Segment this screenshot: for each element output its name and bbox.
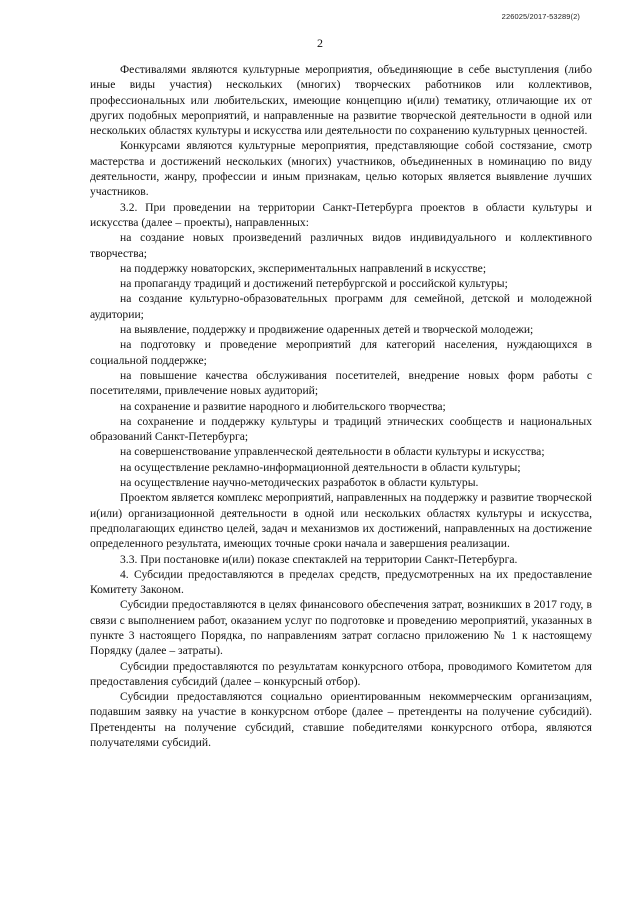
list-item: на поддержку новаторских, экспериментальных направлений в искусстве; — [120, 261, 487, 275]
list-item: на сохранение и поддержку культуры и традиций этнических сообществ и национальных образований Санкт-Петербурга; — [90, 414, 592, 444]
paragraph-4: 4. Субсидии предоставляются в пределах средств, предусмотренных на их предоставление Комитету Законом. — [90, 567, 592, 597]
paragraph-3-2: 3.2. При проведении на территории Санкт-Петербурга проектов в области культуры и искусства (далее – проекты), направленных: — [90, 200, 592, 229]
list-item: на повышение качества обслуживания посетителей, внедрение новых форм работы с посетителями, привлечение новых аудиторий; — [90, 368, 592, 398]
page-number: 2 — [317, 36, 323, 50]
paragraph-subsidy-purpose: Субсидии предоставляются в целях финансового обеспечения затрат, возникших в 2017 году, в связи с выполнением работ, оказанием услуг по подготовке и проведению мероприятий, указанных в пункте 3 настоящего Порядка, по направлениям затрат согласно приложению № 1 к настоящему Порядку (далее – затраты). — [90, 598, 592, 658]
paragraph-contests: Конкурсами являются культурные мероприятия, представляющие собой состязание, смотр мастерства и достижений нескольких (многих) участников, объединенных в номинацию по виду деятельности, жанру, профессии и иным признакам, целью которых является выявление лучших участников. — [90, 139, 592, 199]
list-item: на осуществление рекламно-информационной деятельности в области культуры; — [120, 460, 521, 474]
paragraph-festivals: Фестивалями являются культурные мероприятия, объединяющие в себе выступления (либо иные виды участия) нескольких (многих) творческих работников или коллективов, профессиональных или любительских, имеющие концепцию и(или) тематику, отличающие их от других подобных мероприятий, и направленные на развитие творческой деятельности в одной или нескольких областях культуры и искусства или деятельности по сохранению культурных ценностей. — [90, 63, 592, 138]
list-item: на выявление, поддержку и продвижение одаренных детей и творческой молодежи; — [120, 323, 534, 337]
list-item: на создание культурно-образовательных программ для семейной, детской и молодежной аудитории; — [90, 292, 592, 321]
paragraph-subsidy-selection: Субсидии предоставляются по результатам конкурсного отбора, проводимого Комитетом для предоставления субсидий (далее – конкурсный отбор). — [90, 659, 592, 688]
list-item: на осуществление научно-методических разработок в области культуры. — [120, 476, 479, 490]
document-body — [90, 62, 592, 750]
list-item: на подготовку и проведение мероприятий для категорий населения, нуждающихся в социальной поддержке; — [90, 338, 592, 367]
list-item: на совершенствование управленческой деятельности в области культуры и искусства; — [120, 445, 545, 459]
paragraph-project-definition: Проектом является комплекс мероприятий, направленных на поддержку и развитие творческой и(или) организационной деятельности в одной или нескольких областях культуры и искусства, предполагающих единство целей, задач и механизмов их достижений, направленных на достижение определенного результата, имеющих точные сроки начала и завершения реализации. — [90, 491, 592, 551]
paragraph-3-3: 3.3. При постановке и(или) показе спектаклей на территории Санкт-Петербурга. — [120, 552, 518, 566]
list-item: на пропаганду традиций и достижений петербургской и российской культуры; — [120, 277, 508, 291]
list-item: на создание новых произведений различных видов индивидуального и коллективного творчества; — [90, 231, 592, 260]
list-item: на сохранение и развитие народного и любительского творчества; — [120, 399, 446, 413]
document-registration-number: 226025/2017-53289(2) — [501, 12, 580, 21]
paragraph-subsidy-recipients: Субсидии предоставляются социально ориентированным некоммерческим организациям, подавшим заявку на участие в конкурсном отборе (далее – претенденты на получение субсидий). Претенденты на получение субсидий, ставшие победителями конкурсного отбора, являются получателями субсидий. — [90, 690, 592, 750]
